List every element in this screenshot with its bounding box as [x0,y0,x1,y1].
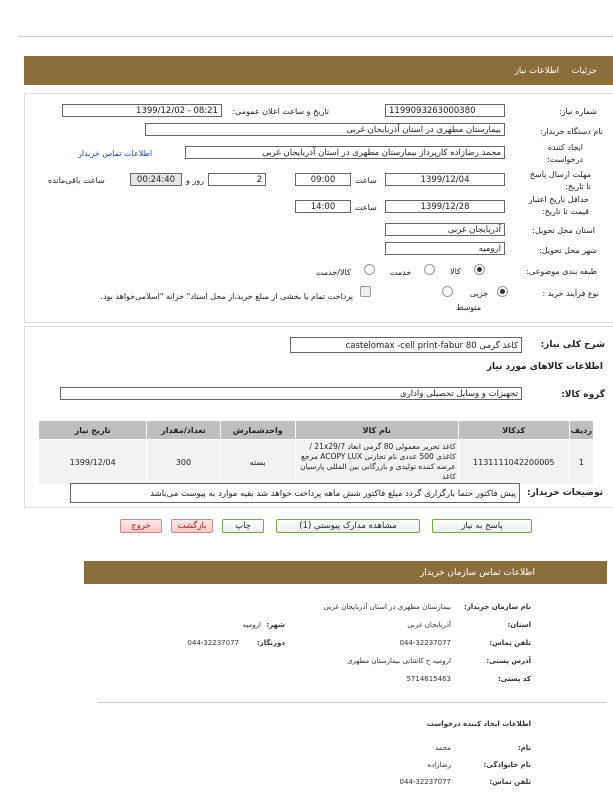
contact-postal-label: کد پستی: [497,675,531,683]
category-goods-service-label: کالا/خدمت [316,268,351,277]
summary-field: کاغذ گرمی 80 castelomax -cell print-fabur [290,337,522,353]
city-label: شهر محل تحویل: [539,246,597,255]
summary-label: شرح کلی نیاز: [540,340,605,350]
creator-family-label: نام خانوادگی: [483,761,531,769]
buyer-note-label: توضیحات خریدار: [527,488,603,498]
details-header-bar [24,56,613,85]
contact-phone: 044-32237077 [399,639,451,647]
price-validity-label: حداقل تاریخ اعتبار قیمت تا تاریخ: [528,195,589,216]
treasury-payment-note: پرداخت تمام یا بخشی از مبلغ خرید،از محل اسناد" خزانه "اسلامی‌خواهد بود. [100,292,353,301]
contact-divider [98,702,607,703]
remaining-time-field: 00:24:40 [130,173,182,186]
contact-address-label: آدرس پستی: [486,657,531,665]
need-number-label: شماره نیاز: [559,107,597,116]
announce-field: 1399/12/02 - 08:21 [62,104,222,117]
contact-title-bar [84,561,607,584]
remaining-time-label: ساعت باقی‌مانده [48,176,105,185]
top-divider [18,36,613,37]
process-minor-label: جزیی [470,289,489,298]
col-unit-header: واحدشمارش [220,421,295,440]
col-qty-header: تعداد/مقدار [147,421,220,440]
reply-date-field: 1399/12/04 [385,173,505,186]
creator-family: رضازاده [427,761,451,769]
buyer-contact-link[interactable]: اطلاعات تماس خریدار [78,149,153,158]
contact-phone-label: تلفن تماس: [489,639,531,647]
need-number-field: 1199093263000380 [385,104,505,117]
cell-row: 1 [569,440,593,485]
goods-info-title: اطلاعات کالاهای مورد نیاز [486,362,603,372]
reply-button[interactable]: پاسخ به نیاز [432,519,532,533]
col-row-header: ردیف [569,421,593,440]
process-minor-radio[interactable] [497,286,508,297]
cell-qty: 300 [147,440,220,485]
creator-phone-label: تلفن تماس: [489,778,531,786]
process-medium-label: متوسط [456,303,482,312]
creator-info-title: اطلاعات ایجاد کننده درخواست [426,720,531,728]
category-service-label: خدمت [390,268,412,277]
group-field: تجهیزات و وسایل تحصیلی واداری [60,387,522,400]
buyer-note-field: پیش فاکتور حتما بارگزاری گردد مبلغ فاکتور شش ماهه پرداخت خواهد شد بقیه موارد به پیوست می‌باشد [70,483,520,503]
cell-code: 1131111042200005 [458,440,569,485]
cell-unit: بسته [220,440,295,485]
province-field: آذربایجان غربی [385,223,505,236]
contact-org-label: نام سازمان خریدار: [463,603,531,611]
table-row [39,440,594,485]
contact-address: ارومیه خ کاشانی بیمارستان مطهری [347,657,451,665]
creator-label: ایجاد کننده درخواست: [547,143,583,164]
col-date-header: تاریخ نیاز [39,421,147,440]
treasury-payment-checkbox[interactable] [360,286,371,297]
items-table [38,420,594,485]
contact-fax: 044-32237077 [187,639,239,647]
process-type-label: نوع فرآیند خرید : [542,289,599,298]
province-label: استان محل تحویل: [532,226,595,235]
category-goods-label: کالا [450,267,461,276]
print-button[interactable]: چاپ [222,519,264,533]
tab-need-info[interactable]: اطلاعات نیاز [514,66,559,76]
contact-title: اطلاعات تماس سازمان خریدار [419,568,535,578]
validity-time-label: ساعت [355,203,377,212]
reply-deadline-label: مهلت ارسال پاسخ تا تاریخ: [529,170,591,191]
buyer-org-label: نام دستگاه خریدار: [540,127,603,136]
cell-date: 1399/12/04 [39,440,147,485]
tab-details[interactable]: جزئیات [571,66,597,76]
process-medium-radio[interactable] [442,286,453,297]
col-name-header: نام کالا [295,421,458,440]
attachments-button[interactable]: مشاهده مدارک پیوستی (1) [276,519,420,533]
exit-button[interactable]: خروج [120,519,162,533]
back-button[interactable]: بازگشت [171,519,213,533]
creator-name-label: نام: [517,744,531,752]
col-code-header: کدکالا [458,421,569,440]
reply-time-field: 09:00 [295,173,351,186]
contact-province-label: استان: [507,621,531,629]
validity-time-field: 14:00 [295,200,351,213]
category-service-radio[interactable] [424,264,435,275]
city-field: ارومیه [385,242,505,255]
category-goods-service-radio[interactable] [364,264,375,275]
creator-phone: 044-32237077 [399,778,451,786]
reply-time-label: ساعت [355,176,377,185]
days-field: 2 [208,173,266,186]
category-goods-radio[interactable] [474,264,485,275]
contact-postal: 5714615463 [406,675,451,683]
group-label: گروه کالا: [561,390,605,400]
creator-name: محمد [435,744,451,752]
contact-org: بیمارستان مطهری در استان آذربایجان غربی [323,603,451,611]
buyer-org-field: بیمارستان مطهری در استان آذربایجان غربی [145,123,505,136]
contact-fax-label: دورنگار: [256,639,285,647]
creator-field: محمد رضازاده کارپرداز بیمارستان مطهری در استان آذربایجان غربی [185,146,505,159]
contact-province: آذربایجان غربی [407,621,451,629]
category-label: طبقه بندی موضوعی: [526,267,597,276]
cell-name: کاغذ تحریر معمولی 80 گرمی ابعاد 21x29/7 /کاغذی 500 عددی نام تجارتی ACOPY LUX مرجع عرضه کننده تولیدی و بازرگانی بین المللی پارسیان کاغذ [295,440,458,485]
contact-city-label: شهر: [266,621,285,629]
validity-date-field: 1399/12/28 [385,200,505,213]
contact-city: ارومیه [242,621,261,629]
days-label: روز و [186,176,204,185]
announce-label: تاریخ و ساعت اعلان عمومی: [232,107,329,116]
